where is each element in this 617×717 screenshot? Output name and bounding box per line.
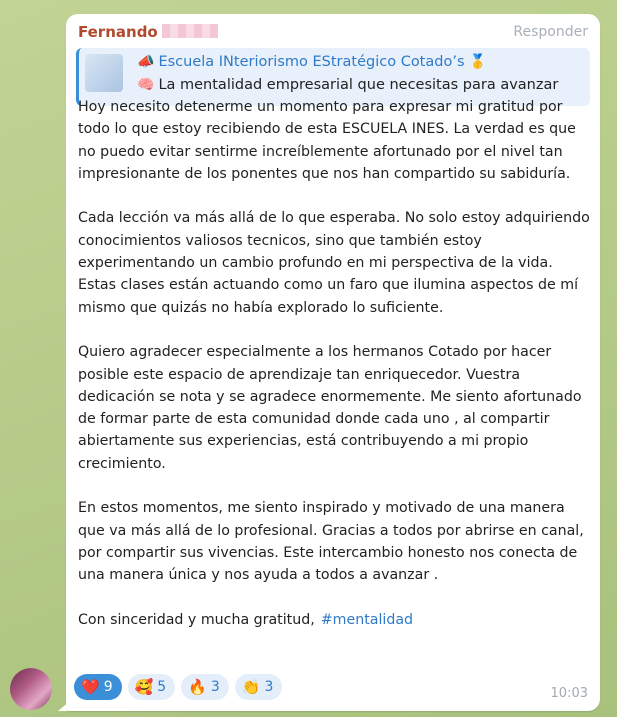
message-closing <box>78 609 590 631</box>
reaction-count: 5 <box>157 679 167 695</box>
reaction-count: 3 <box>264 679 274 695</box>
hashtag-link[interactable]: #mentalidad <box>320 611 414 628</box>
fire-icon: 🔥 <box>188 677 207 696</box>
message-bubble <box>66 14 600 711</box>
message-paragraph: Hoy necesito detenerme un momento para expresar mi gratitud por todo lo que estoy recibiendo de esta ESCUELA INES. La verdad es que no puedo evitar sentirme increíblemente afortunado por el nivel tan impresionante de los ponentes que nos han compartido su sabiduría. <box>78 99 576 182</box>
sender-avatar[interactable] <box>10 668 52 710</box>
message-text <box>78 96 590 631</box>
quote-title <box>137 54 491 70</box>
quote-title-text: Escuela INteriorismo EStratégico Cotado’s <box>158 54 465 70</box>
quote-subtitle-text: La mentalidad empresarial que necesitas para avanzar <box>158 77 559 93</box>
message-header <box>78 22 588 44</box>
message-paragraph: Cada lección va más allá de lo que esperaba. No solo estoy adquiriendo conocimientos valiosos tecnicos, sino que también estoy experimentando un cambio profundo en mi perspectiva de la vida. Estas clases están actuando como un faro que ilumina aspectos de mí mismo que quizás no había explorado lo suficiente. <box>78 210 590 316</box>
reaction-count: 9 <box>103 679 113 695</box>
message-paragraph: Quiero agradecer especialmente a los hermanos Cotado por hacer posible este espacio de aprendizaje tan enriquecedor. Vuestra dedicación se nota y se agradece enormemente. Me siento afortunado de formar parte de esta comunidad donde cada uno , al compartir abiertamente sus experiencias, está contribuyendo a mi propio crecimiento. <box>78 344 582 472</box>
message-paragraph: En estos momentos, me siento inspirado y motivado de una manera que va más allá de lo profesional. Gracias a todos por abrirse en canal, por compartir sus vivencias. Este intercambio honesto nos conecta de una manera única y nos ayuda a todos a avanzar . <box>78 500 584 584</box>
reaction-fire[interactable] <box>181 674 229 700</box>
reaction-heart[interactable] <box>74 674 122 700</box>
reaction-count: 3 <box>210 679 220 695</box>
reply-button[interactable]: Responder <box>513 24 588 40</box>
quote-subtitle <box>137 77 558 93</box>
reactions-bar <box>74 674 282 702</box>
gold-medal-icon: 🥇 <box>469 54 487 70</box>
brain-icon: 🧠 <box>137 77 155 93</box>
clapping-hands-icon: 👏 <box>241 677 261 696</box>
redacted-surname <box>162 24 218 38</box>
heart-icon: ❤️ <box>81 677 100 696</box>
sender-name[interactable]: Fernando <box>78 23 158 41</box>
quote-thumbnail <box>85 54 123 92</box>
megaphone-icon: 📣 <box>137 54 155 70</box>
message-timestamp: 10:03 <box>550 686 588 701</box>
smiling-face-hearts-icon: 🥰 <box>134 677 154 696</box>
reaction-smiling-hearts[interactable] <box>128 674 176 700</box>
closing-text: Con sinceridad y mucha gratitud, <box>78 611 315 628</box>
reaction-clap[interactable] <box>235 674 283 700</box>
